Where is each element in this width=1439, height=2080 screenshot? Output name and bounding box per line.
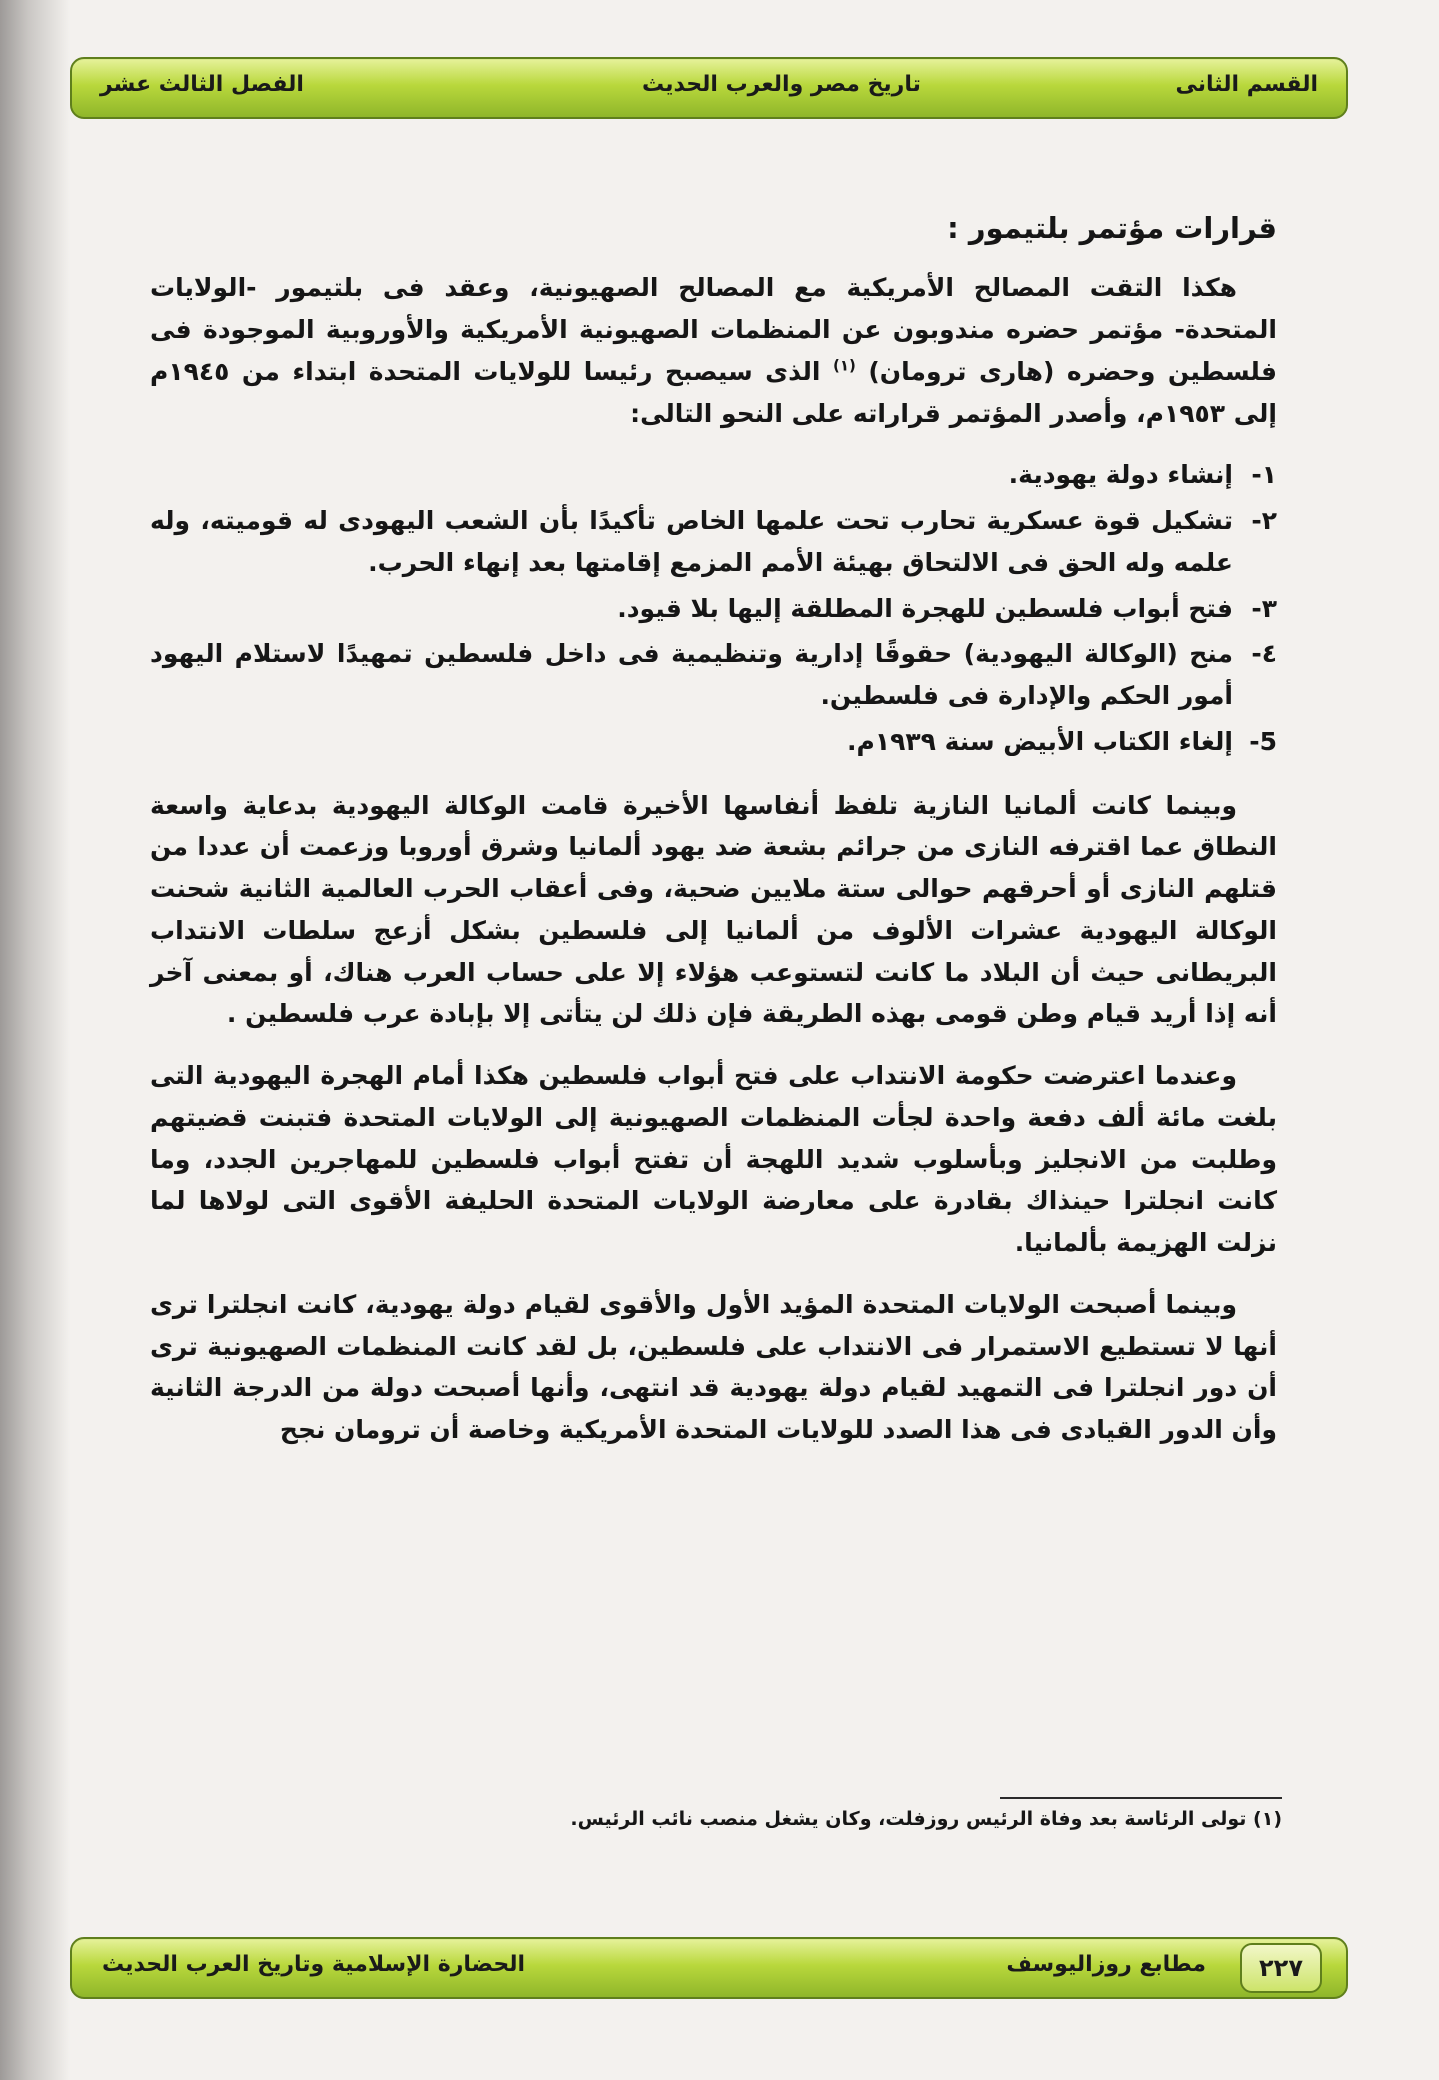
list-item-number: ٣-: [1251, 593, 1277, 623]
intro-text-before: هكذا التقت المصالح الأمريكية مع المصالح الصهيونية، وعقد فى بلتيمور -الولايات المتحدة- مؤتمر حضره مندوبون عن المنظمات الصهيونية الأمريكية والأوروبية الموجودة فى فلسطين وحضره (هارى ترومان): [150, 273, 1277, 386]
list-item-text: منح (الوكالة اليهودية) حقوقًا إدارية وتنظيمية فى داخل فلسطين تمهيدًا لاستلام اليهود أمور الحكم والإدارة فى فلسطين.: [150, 639, 1233, 711]
list-item-text: إنشاء دولة يهودية.: [1008, 460, 1233, 490]
list-item-number: 5-: [1249, 726, 1277, 756]
list-item: [150, 454, 1277, 496]
section-heading: قرارات مؤتمر بلتيمور :: [947, 211, 1277, 245]
decisions-list: [150, 454, 1277, 762]
header-chapter: الفصل الثالث عشر: [100, 72, 304, 97]
intro-text-after: الذى سيصبح رئيسا للولايات المتحدة ابتداء من ١٩٤٥م إلى ١٩٥٣م، وأصدر المؤتمر قراراته على النحو التالى:: [150, 356, 1277, 428]
list-item: [150, 633, 1277, 717]
list-item-number: ١-: [1251, 460, 1277, 490]
header-section: القسم الثانى: [1175, 72, 1318, 97]
list-item-number: ٤-: [1251, 639, 1277, 669]
running-header: [70, 57, 1348, 119]
footer-book-title: الحضارة الإسلامية وتاريخ العرب الحديث: [102, 1952, 525, 1977]
intro-paragraph: [150, 267, 1277, 434]
body-paragraph: وبينما أصبحت الولايات المتحدة المؤيد الأول والأقوى لقيام دولة يهودية، كانت انجلترا ترى أنها لا تستطيع الاستمرار فى الانتداب على فلسطين، بل لقد كانت المنظمات الصهيونية ترى أن دور انجلترا فى التمهيد لقيام دولة يهودية قد انتهى، وأنها أصبحت دولة من الدرجة الثانية وأن الدور القيادى فى هذا الصدد للولايات المتحدة الأمريكية وخاصة أن ترومان نجح: [150, 1289, 1277, 1445]
list-item: [150, 588, 1277, 630]
list-item-text: فتح أبواب فلسطين للهجرة المطلقة إليها بلا قيود.: [617, 593, 1233, 623]
list-item-text: تشكيل قوة عسكرية تحارب تحت علمها الخاص تأكيدًا بأن الشعب اليهودى له قوميته، وله علمه وله الحق فى الالتحاق بهيئة الأمم المزمع إقامتها بعد إنهاء الحرب.: [150, 506, 1233, 577]
list-item: [150, 500, 1277, 584]
page-number: ٢٢٧: [1240, 1943, 1322, 1993]
page-body: [150, 205, 1277, 1471]
body-paragraph: وعندما اعترضت حكومة الانتداب على فتح أبواب فلسطين هكذا أمام الهجرة اليهودية التى بلغت مائة ألف دفعة واحدة لجأت المنظمات الصهيونية إلى الولايات المتحدة فتبنت قضيتهم وطلبت من الانجليز وبأسلوب شديد اللهجة أن تفتح أبواب فلسطين للمهاجرين الجدد، وما كانت انجلترا حينذاك بقادرة على معارضة الولايات المتحدة الحليفة الأقوى التى لولاها لما نزلت الهزيمة بألمانيا.: [150, 1061, 1277, 1258]
footnote-divider: [1000, 1797, 1282, 1799]
footer-publisher: مطابع روزاليوسف: [1006, 1952, 1206, 1977]
header-book-title: تاريخ مصر والعرب الحديث: [642, 72, 921, 97]
page-binding-shadow: [0, 0, 70, 2080]
running-footer: [70, 1937, 1348, 1999]
list-item-number: ٢-: [1251, 506, 1277, 536]
list-item-text: إلغاء الكتاب الأبيض سنة ١٩٣٩م.: [847, 726, 1233, 756]
body-paragraph: وبينما كانت ألمانيا النازية تلفظ أنفاسها الأخيرة قامت الوكالة اليهودية بدعاية واسعة النطاق عما اقترفه النازى من جرائم بشعة ضد يهود ألمانيا وشرق أوروبا وزعمت أن عددا من قتلهم النازى أو أحرقهم حوالى ستة ملايين ضحية، وفى أعقاب الحرب العالمية الثانية شحنت الوكالة اليهودية عشرات الألوف من ألمانيا إلى فلسطين بشكل أزعج سلطات الانتداب البريطانى حيث أن البلاد ما كانت لتستوعب هؤلاء إلا على حساب العرب هناك، أو بمعنى آخر أنه إذا أريد قيام وطن قومى بهذه الطريقة فإن ذلك لن يتأتى إلا بإبادة عرب فلسطين .: [150, 790, 1277, 1029]
footnote: (١) تولى الرئاسة بعد وفاة الرئيس روزفلت، وكان يشغل منصب نائب الرئيس.: [570, 1808, 1282, 1830]
list-item: [150, 721, 1277, 763]
footnote-marker: (١): [832, 356, 856, 375]
